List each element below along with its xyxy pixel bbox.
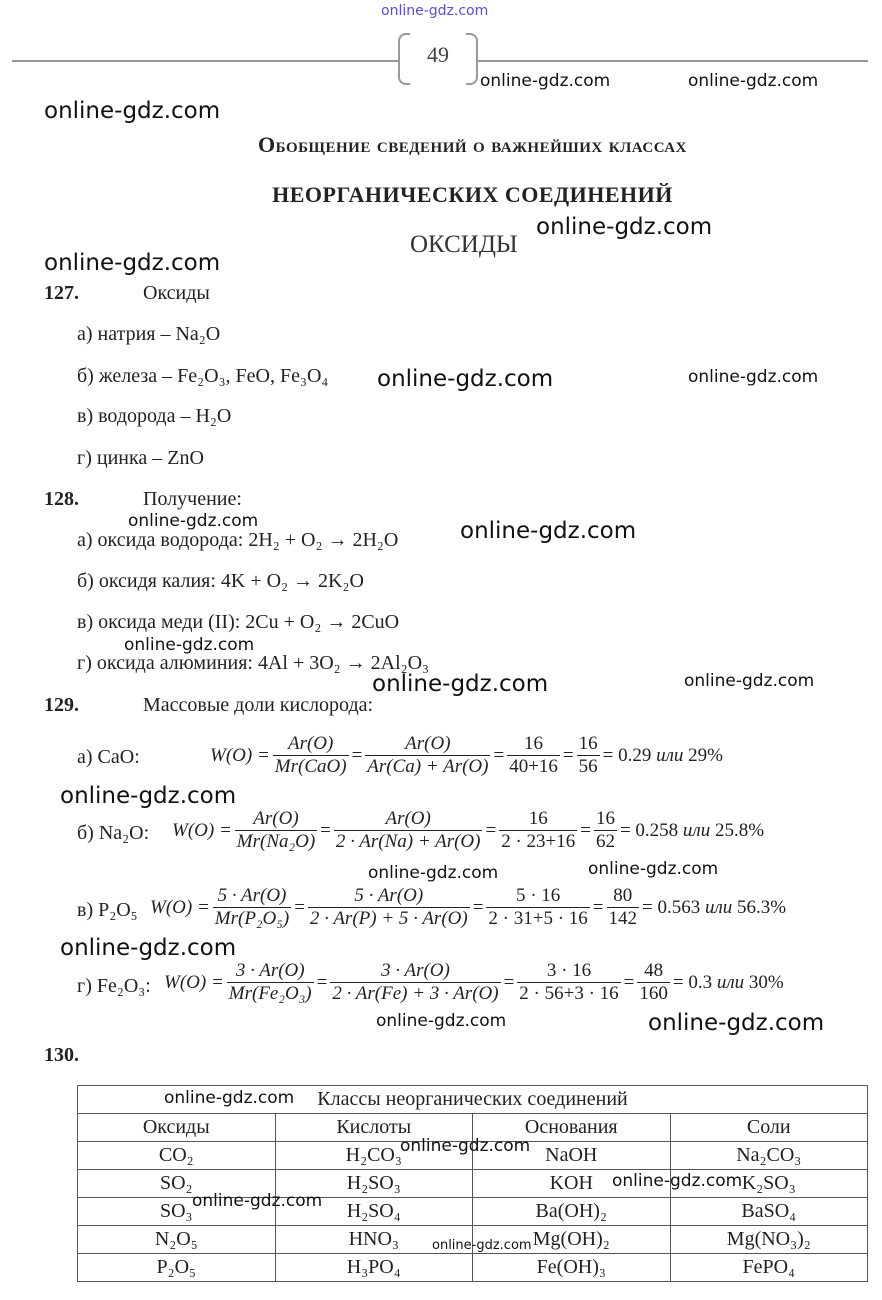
table-cell: K₂SO₃	[670, 1170, 868, 1198]
table-cell: H₂CO₃	[275, 1142, 473, 1170]
watermark: online-gdz.com	[368, 863, 499, 883]
watermark: online-gdz.com	[60, 783, 237, 809]
table-cell: SO₃	[78, 1198, 276, 1226]
column-header: Соли	[670, 1114, 868, 1142]
task-number: 127.	[44, 282, 79, 304]
column-header: Кислоты	[275, 1114, 473, 1142]
watermark: online-gdz.com	[381, 3, 489, 19]
table-cell: Fe(OH)₃	[473, 1254, 671, 1282]
formula-b: W(O) = $\frac{Ar(O)}{\text{Mr(Na₂O)}}$ = Ar(O) 2 · Ar(Na) + Ar(O) = 16 2 · 23+16 = $\frac{16}{62}$ = 0.258 или 25.8%	[172, 808, 765, 852]
watermark: online-gdz.com	[192, 1191, 323, 1211]
page-number: 49	[398, 33, 478, 87]
watermark: online-gdz.com	[684, 671, 815, 691]
task-heading: Оксиды	[143, 282, 210, 304]
formula-label: г) Fe₂O₃:	[77, 975, 151, 997]
task-heading: Получение:	[143, 488, 242, 510]
watermark: online-gdz.com	[480, 71, 611, 91]
table-cell: SO₂	[78, 1170, 276, 1198]
table-cell: H₂SO₃	[275, 1170, 473, 1198]
watermark: online-gdz.com	[128, 511, 259, 531]
watermark: online-gdz.com	[400, 1136, 531, 1156]
table-cell: Na₂CO₃	[670, 1142, 868, 1170]
table-row	[78, 1254, 868, 1282]
watermark: online-gdz.com	[164, 1088, 295, 1108]
table-cell: KOH	[473, 1170, 671, 1198]
table-cell: N₂O₅	[78, 1226, 276, 1254]
table-cell: Mg(NO₃)₂	[670, 1226, 868, 1254]
task-heading: Массовые доли кислорода:	[143, 694, 374, 716]
watermark: online-gdz.com	[376, 1011, 507, 1031]
table-cell: NaOH	[473, 1142, 671, 1170]
answer-line: а) натрия – Na₂O	[77, 323, 221, 345]
task-number: 130.	[44, 1044, 79, 1066]
answer-line: г) цинка – ZnO	[77, 447, 204, 469]
formula-label: в) P₂O₅	[77, 899, 138, 921]
formula-label: а) CaO:	[77, 746, 140, 768]
table-cell: HNO₃	[275, 1226, 473, 1254]
watermark: online-gdz.com	[124, 635, 255, 655]
column-header: Основания	[473, 1114, 671, 1142]
watermark: online-gdz.com	[377, 366, 554, 392]
table-title: Классы неорганических соединений	[78, 1086, 868, 1114]
table-cell: H₃PO₄	[275, 1254, 473, 1282]
watermark: online-gdz.com	[460, 518, 637, 544]
page-title-line2: НЕОРГАНИЧЕСКИХ СОЕДИНЕНИЙ	[272, 182, 673, 207]
formula-a: W(O) = Ar(O) Mr(CaO) = Ar(O) Ar(Ca) + Ar(O) = 16 40+16 = $\frac{16}{56}$ = 0.29 или 29%	[210, 733, 723, 777]
table-cell: Ba(OH)₂	[473, 1198, 671, 1226]
answer-line: г) оксида алюминия: 4Al + 3O₂ → 2Al₂O₃	[77, 652, 430, 674]
task-number: 128.	[44, 488, 79, 510]
answer-line: в) водорода – H₂O	[77, 405, 232, 427]
page-title-line1: Обобщение сведений о важнейших классах	[258, 132, 687, 157]
watermark: online-gdz.com	[648, 1010, 825, 1036]
watermark: online-gdz.com	[432, 1238, 532, 1253]
answer-line: б) оксидя калия: 4K + O₂ → 2K₂O	[77, 570, 364, 592]
answer-line: б) железа – Fe₂O₃, FeO, Fe₃O₄	[77, 365, 329, 387]
section-heading: ОКСИДЫ	[410, 231, 518, 258]
watermark: online-gdz.com	[60, 935, 237, 961]
watermark: online-gdz.com	[688, 71, 819, 91]
watermark: online-gdz.com	[44, 98, 221, 124]
column-header: Оксиды	[78, 1114, 276, 1142]
watermark: online-gdz.com	[44, 250, 221, 276]
task-number: 129.	[44, 694, 79, 716]
watermark: online-gdz.com	[688, 367, 819, 387]
watermark: online-gdz.com	[612, 1171, 743, 1191]
watermark: online-gdz.com	[372, 671, 549, 697]
watermark: online-gdz.com	[536, 214, 713, 240]
table-cell: FePO₄	[670, 1254, 868, 1282]
table-cell: CO₂	[78, 1142, 276, 1170]
table-cell: Mg(OH)₂	[473, 1226, 671, 1254]
table-cell: BaSO₄	[670, 1198, 868, 1226]
formula-label: б) Na₂O:	[77, 822, 150, 844]
watermark: online-gdz.com	[588, 859, 719, 879]
table-cell: P₂O₅	[78, 1254, 276, 1282]
formula-c: W(O) = $\frac{5 \cdot Ar(O)}{\text{Mr(P₂O₅)}}$ = 5 · Ar(O) 2 · Ar(P) + 5 · Ar(O) = 5 · 16 2 · 31+5 · 16 = $\frac{80}{142}$ = 0.563 или 56.3%	[150, 885, 787, 929]
answer-line: а) оксида водорода: 2H₂ + O₂ → 2H₂O	[77, 529, 399, 551]
table-cell: H₂SO₄	[275, 1198, 473, 1226]
answer-line: в) оксида меди (II): 2Cu + O₂ → 2CuO	[77, 611, 400, 633]
formula-d: W(O) = $\frac{3 \cdot Ar(O)}{\text{Mr(Fe₂O₃)}}$ = 3 · Ar(O) 2 · Ar(Fe) + 3 · Ar(O) = 3 · 16 2 · 56+3 · 16 = $\frac{48}{160}$ = 0.3 или 30%	[164, 960, 784, 1004]
